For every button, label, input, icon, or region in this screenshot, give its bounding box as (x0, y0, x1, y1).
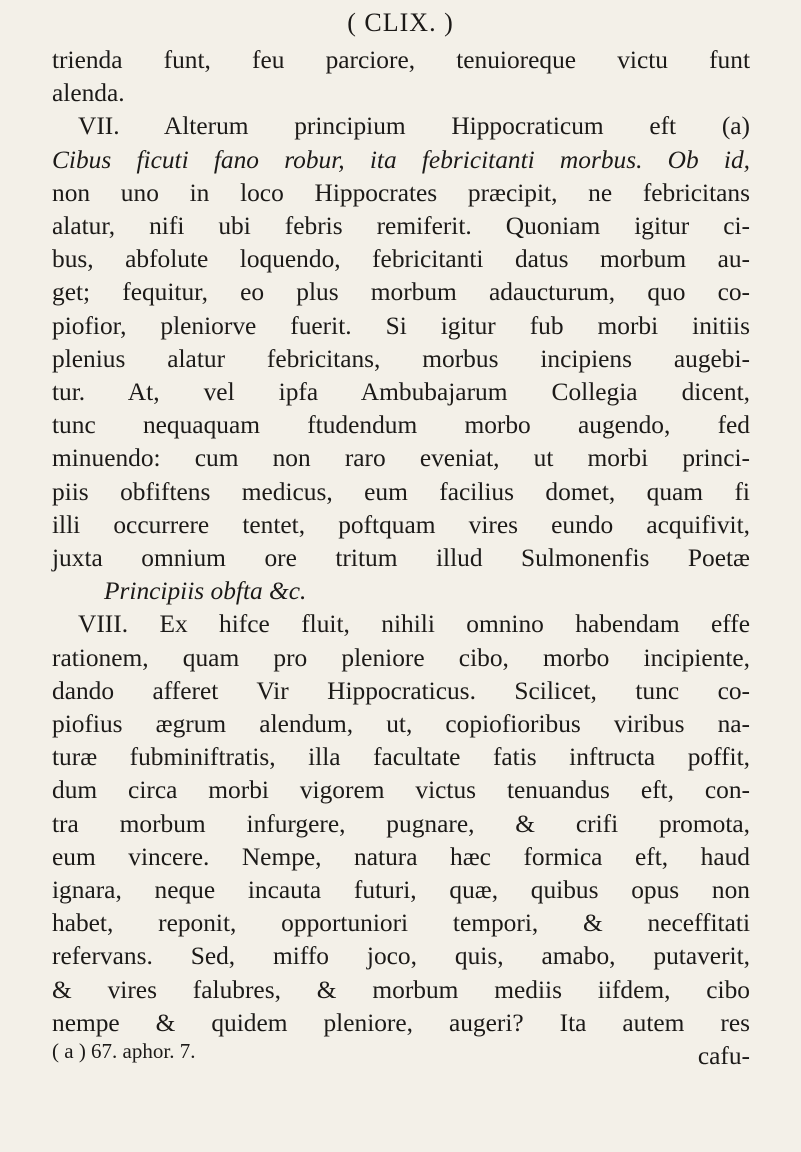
body-text (52, 44, 750, 1073)
quotation-line: Cibus ficuti fano robur, ita febricitanti morbus. Ob id, (52, 145, 750, 174)
text-line: refervans. Sed, miffo joco, quis, amabo, putaverit, (52, 942, 750, 971)
text-line: tra morbum infurgere, pugnare, & crifi promota, (52, 809, 750, 838)
text-line: piofius ægrum alendum, ut, copiofioribus viribus na- (52, 710, 750, 739)
text-line: rationem, quam pro pleniore cibo, morbo incipiente, (52, 643, 750, 672)
text-line: tur. At, vel ipfa Ambubajarum Collegia dicent, (52, 378, 750, 407)
text-line: nempe & quidem pleniore, augeri? Ita autem res (52, 1008, 750, 1037)
text-line: dum circa morbi vigorem victus tenuandus eft, con- (52, 776, 750, 805)
text-line: ignara, neque incauta futuri, quæ, quibus opus non (52, 876, 750, 905)
text-line: alenda. (52, 79, 125, 108)
text-line: habet, reponit, opportuniori tempori, & neceffitati (52, 909, 750, 938)
text-line: turæ fubminiftratis, illa facultate fatis inftructa poffit, (52, 743, 750, 772)
text-line: juxta omnium ore tritum illud Sulmonenfis Poetæ (52, 544, 750, 573)
text-line: minuendo: cum non raro eveniat, ut morbi princi- (52, 444, 750, 473)
catchword: cafu- (697, 1042, 750, 1071)
text-line: plenius alatur febricitans, morbus incipiens augebi- (52, 344, 750, 373)
text-line: dando afferet Vir Hippocraticus. Scilicet, tunc co- (52, 676, 750, 705)
page-number: ( CLIX. ) (347, 8, 454, 37)
text-line: piofior, pleniorve fuerit. Si igitur fub morbi initiis (52, 311, 750, 340)
section-heading-line: VII. Alterum principium Hippocraticum eft (a) (78, 112, 750, 141)
text-line: tunc nequaquam ftudendum morbo augendo, fed (52, 411, 750, 440)
text-line: illi occurrere tentet, poftquam vires eundo acquifivit, (52, 510, 750, 539)
text-line: get; fequitur, eo plus morbum adaucturum, quo co- (52, 278, 750, 307)
section-heading-line: VIII. Ex hifce fluit, nihili omnino habendam effe (78, 610, 750, 639)
text-line: trienda funt, feu parciore, tenuioreque victu funt (52, 46, 750, 74)
text-line: alatur, nifi ubi febris remiferit. Quoniam igitur ci- (52, 212, 750, 241)
footnote: ( a ) 67. aphor. 7. (52, 1039, 196, 1063)
quotation-line: Principiis obfta &c. (104, 577, 307, 606)
text-line: bus, abfolute loquendo, febricitanti datus morbum au- (52, 245, 750, 274)
text-line: & vires falubres, & morbum mediis iifdem, cibo (52, 975, 750, 1004)
text-line: non uno in loco Hippocrates præcipit, ne febricitans (52, 178, 750, 207)
text-line: piis obfiftens medicus, eum facilius domet, quam fi (52, 477, 750, 506)
text-line: eum vincere. Nempe, natura hæc formica eft, haud (52, 842, 750, 871)
